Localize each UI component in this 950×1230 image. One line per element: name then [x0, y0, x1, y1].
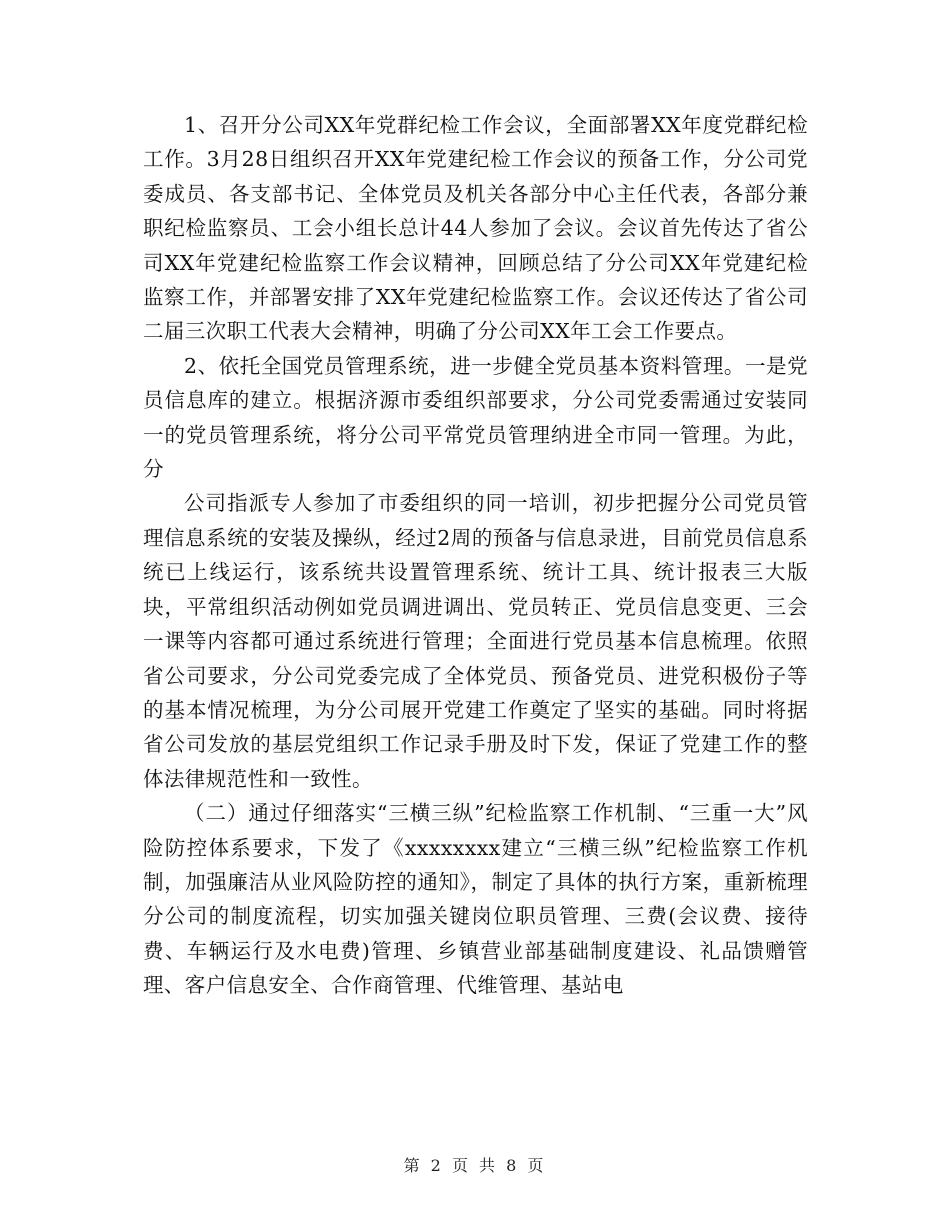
paragraph-supervision: （二）通过仔细落实“三横三纵”纪检监察工作机制、“三重一大”风险防控体系要求，下发了《xxxxxxxx建立“三横三纵”纪检监察工作机制，加强廉洁从业风险防控的通知》，制定了具体的执行方案，重新梳理分公司的制度流程，切实加强关键岗位职员管理、三费(会议费、接待费、车辆运行及水电费)管理、乡镇营业部基础制度建设、礼品馈赠管理、客户信息安全、合作商管理、代维管理、基站电 — [143, 801, 808, 998]
page-number-footer: 第 2 页 共 8 页 — [403, 1156, 547, 1175]
paragraph-training: 公司指派专人参加了市委组织的同一培训，初步把握分公司党员管理信息系统的安装及操纵，经过2周的预备与信息录进，目前党员信息系统已上线运行，该系统共设置管理系统、统计工具、统计报表三大版块，平常组织活动例如党员调进调出、党员转正、党员信息变更、三会一课等内容都可通过系统进行管理；全面进行党员基本信息梳理。依照省公司要求，分公司党委完成了全体党员、预备党员、进党积极份子等的基本情况梳理，为分公司展开党建工作奠定了坚实的基础。同时将据省公司发放的基层党组织工作记录手册及时下发，保证了党建工作的整体法律规范性和一致性。 — [143, 491, 808, 791]
paragraph-meeting: 1、召开分公司XX年党群纪检工作会议，全面部署XX年度党群纪检工作。3月28日组织召开XX年党建纪检工作会议的预备工作，分公司党委成员、各支部书记、全体党员及机关各部分中心主任代表，各部分兼职纪检监察员、工会小组长总计44人参加了会议。会议首先传达了省公司XX年党建纪检监察工作会议精神，回顾总结了分公司XX年党建纪检监察工作，并部署安排了XX年党建纪检监察工作。会议还传达了省公司二届三次职工代表大会精神，明确了分公司XX年工会工作要点。 — [143, 113, 808, 344]
document-body — [143, 108, 808, 1003]
paragraph-member-system: 2、依托全国党员管理系统，进一步健全党员基本资料管理。一是党员信息库的建立。根据济源市委组织部要求，分公司党委需通过安装同一的党员管理系统，将分公司平常党员管理纳进全市同一管理。为此，分 — [143, 353, 808, 482]
